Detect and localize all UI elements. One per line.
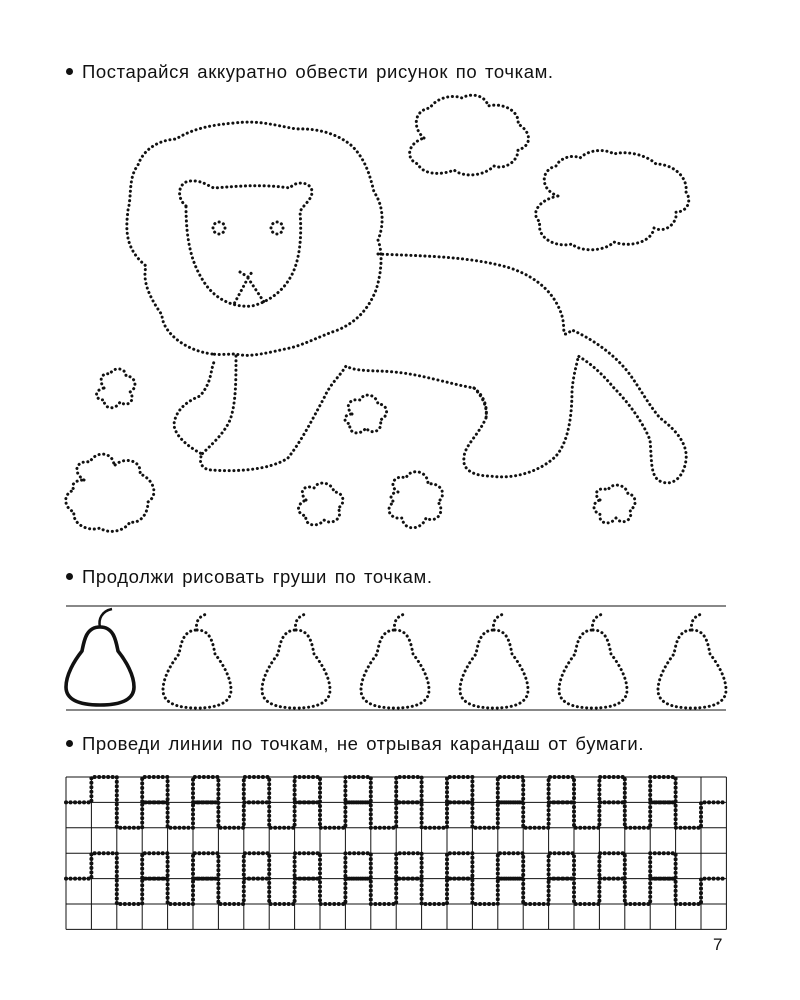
page-number: 7 [713, 935, 723, 954]
instruction-text: Постарайся аккуратно обвести рисунок по точкам. [82, 61, 554, 82]
instruction-text: Проведи линии по точкам, не отрывая карандаш от бумаги. [82, 733, 645, 754]
instruction-text: Продолжи рисовать груши по точкам. [82, 566, 433, 587]
